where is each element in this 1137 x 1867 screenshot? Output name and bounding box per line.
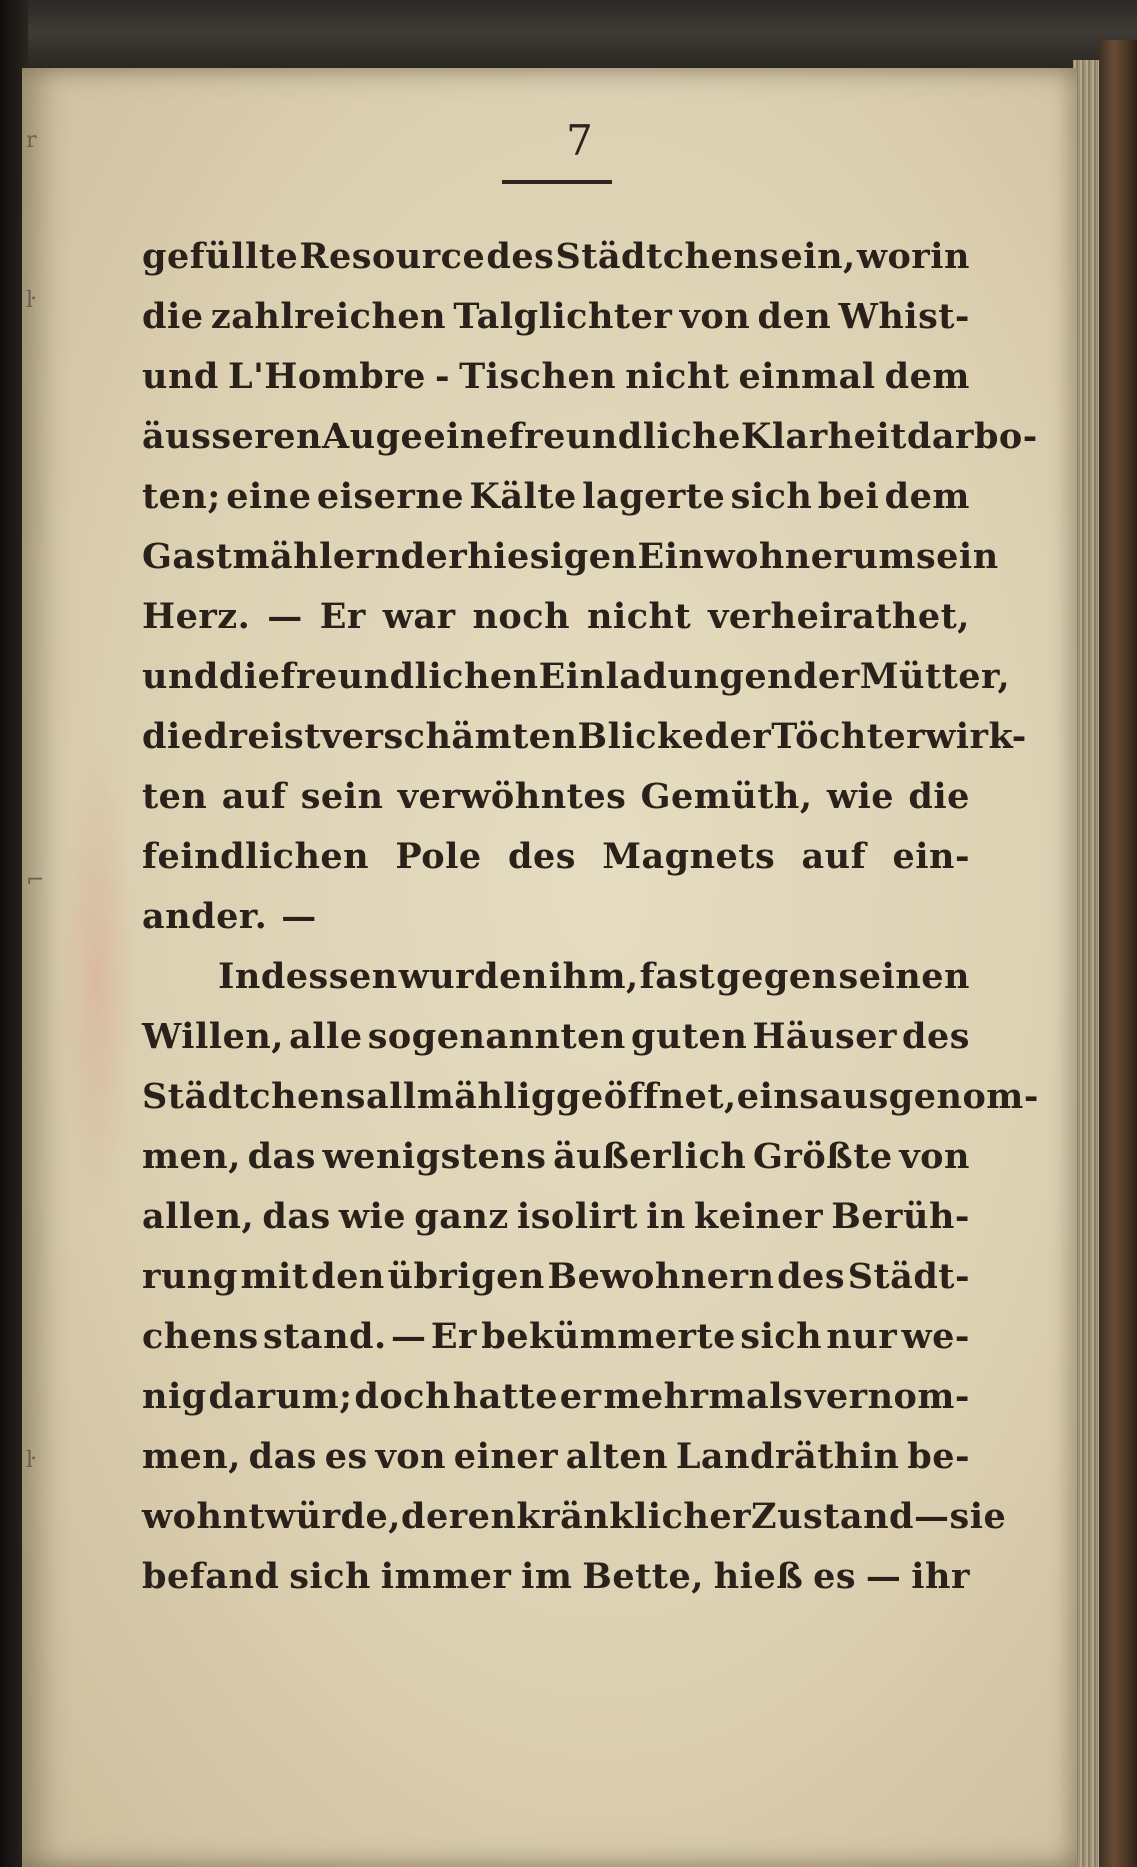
page-stain — [62, 748, 132, 1208]
book-cover-edge — [1099, 40, 1137, 1867]
word: Häuser — [752, 1016, 897, 1057]
word: mit — [240, 1256, 309, 1297]
word: worin — [856, 236, 970, 277]
word: Mütter, — [859, 656, 1011, 697]
text-line — [142, 476, 970, 536]
word: war — [382, 596, 456, 637]
text-line — [142, 1016, 970, 1076]
body-text — [142, 236, 1039, 1616]
word: chens — [142, 1316, 259, 1357]
word: guten — [630, 1016, 748, 1057]
word: auf — [221, 776, 287, 817]
word: verheirathet, — [708, 596, 970, 637]
word: nicht — [586, 596, 692, 637]
word: Pole — [395, 836, 482, 877]
text-line — [142, 1136, 970, 1196]
word: und — [142, 356, 219, 397]
word: lagerte — [582, 476, 726, 517]
word: wohnt — [142, 1496, 266, 1537]
word: wurden — [398, 956, 548, 997]
word: — — [914, 1496, 950, 1537]
word: gefüllte — [142, 236, 299, 277]
text-line — [142, 716, 1027, 776]
word: die — [218, 656, 281, 697]
word: von — [679, 296, 751, 337]
header-rule — [502, 180, 612, 184]
text-line — [142, 1436, 970, 1496]
word: noch — [472, 596, 571, 637]
word: Städtchens — [142, 1076, 366, 1117]
word: sich — [289, 1556, 371, 1597]
word: - — [435, 356, 451, 397]
word: Er — [319, 596, 366, 637]
word: Blicke — [577, 716, 705, 757]
word: mehrmals — [603, 1376, 804, 1417]
text-line — [142, 356, 970, 416]
word: um — [852, 536, 916, 577]
word: kränklicher — [516, 1496, 752, 1537]
word: den — [311, 1256, 385, 1297]
text-line — [142, 1556, 970, 1616]
word: ten; — [142, 476, 221, 517]
word: nig — [142, 1376, 207, 1417]
word: Berüh- — [831, 1196, 970, 1237]
word: die — [142, 296, 204, 337]
gutter-mark: ⌐ — [26, 868, 45, 893]
text-line — [142, 656, 1011, 716]
word: men, — [142, 1136, 241, 1177]
word: ein- — [892, 836, 970, 877]
page-number: 7 — [566, 116, 593, 165]
word: deren — [401, 1496, 517, 1537]
word: er — [559, 1376, 602, 1417]
word: und — [142, 656, 219, 697]
word: auf — [801, 836, 867, 877]
word: L'Hombre — [227, 356, 426, 397]
gutter-mark: ŀ — [26, 1448, 34, 1473]
text-line — [142, 836, 970, 896]
word: freundlichen — [280, 656, 539, 697]
word: Töchter — [771, 716, 926, 757]
word: wenigstens — [322, 1136, 547, 1177]
word: wirk- — [925, 716, 1027, 757]
gutter-mark: r — [26, 128, 37, 153]
word: Talglichter — [453, 296, 673, 337]
text-line — [142, 416, 1038, 476]
word: den — [757, 296, 832, 337]
word: einer — [453, 1436, 559, 1477]
word: Städt- — [847, 1256, 970, 1297]
text-line — [142, 776, 970, 836]
word: von — [375, 1436, 447, 1477]
word: ein, — [780, 236, 856, 277]
word: des — [777, 1256, 846, 1297]
word: Städtchens — [555, 236, 780, 277]
word: sich — [730, 476, 813, 517]
text-line — [142, 1196, 970, 1256]
word: Einwohner — [637, 536, 853, 577]
word: nicht — [625, 356, 730, 397]
word: Bette, — [582, 1556, 704, 1597]
word: rung — [142, 1256, 238, 1297]
word: Gastmählern — [142, 536, 401, 577]
word: es — [324, 1436, 368, 1477]
word: der — [793, 656, 860, 697]
word: Zustand — [751, 1496, 914, 1537]
word: Herz. — [142, 596, 251, 637]
word: sie — [949, 1496, 1007, 1537]
word: wie — [338, 1196, 407, 1237]
word: doch — [354, 1376, 451, 1417]
gutter-mark: ŀ — [26, 288, 34, 313]
word: der — [704, 716, 772, 757]
word: alten — [565, 1436, 669, 1477]
word: Tischen — [459, 356, 617, 397]
word: einmal — [738, 356, 876, 397]
word: das — [262, 1196, 331, 1237]
word: sein — [915, 536, 999, 577]
word: verschämten — [320, 716, 578, 757]
word: eine — [226, 476, 312, 517]
word: ausgenom- — [819, 1076, 1039, 1117]
word: darbo- — [906, 416, 1038, 457]
word: dreist — [203, 716, 321, 757]
word: eiserne — [316, 476, 465, 517]
word: hieß — [713, 1556, 804, 1597]
word: — — [281, 896, 317, 937]
word: sogenannten — [367, 1016, 626, 1057]
word: die — [908, 776, 970, 817]
word: der — [400, 536, 468, 577]
word: we- — [901, 1316, 970, 1357]
word: ganz — [414, 1196, 509, 1237]
word: ihm, — [548, 956, 639, 997]
word: isolirt — [516, 1196, 638, 1237]
word: alle — [289, 1016, 363, 1057]
word: Willen, — [142, 1016, 284, 1057]
word: eine — [423, 416, 509, 457]
word: im — [521, 1556, 573, 1597]
word: sein — [300, 776, 384, 817]
word: nur — [826, 1316, 898, 1357]
word: befand — [142, 1556, 280, 1597]
word: von — [899, 1136, 970, 1177]
word: allen, — [142, 1196, 255, 1237]
text-line — [142, 896, 970, 956]
word: Magnets — [602, 836, 776, 877]
word: Klarheit — [740, 416, 907, 457]
word: des — [507, 836, 576, 877]
word: in — [646, 1196, 686, 1237]
book-page — [22, 68, 1077, 1867]
word: sich — [740, 1316, 823, 1357]
text-line — [142, 1076, 1039, 1136]
word: Indessen — [218, 956, 398, 997]
text-line — [142, 596, 970, 656]
word: verwöhntes — [397, 776, 627, 817]
word: be- — [907, 1436, 970, 1477]
text-line — [142, 1376, 970, 1436]
word: geöffnet, — [555, 1076, 737, 1117]
word: des — [902, 1016, 970, 1057]
word: ander. — [142, 896, 268, 937]
word: äusseren — [142, 416, 322, 457]
word: Landräthin — [675, 1436, 900, 1477]
word: Kälte — [469, 476, 577, 517]
word: vernom- — [805, 1376, 970, 1417]
word: darum; — [208, 1376, 353, 1417]
word: übrigen — [387, 1256, 545, 1297]
word: äußerlich — [553, 1136, 747, 1177]
word: es — [813, 1556, 857, 1597]
word: ihr — [911, 1556, 970, 1597]
word: allmählig — [365, 1076, 556, 1117]
word: dem — [884, 476, 970, 517]
text-line-paragraph-start — [142, 956, 970, 1016]
word: Er — [430, 1316, 477, 1357]
text-line — [142, 1496, 1007, 1556]
word: men, — [142, 1436, 241, 1477]
word: bekümmerte — [481, 1316, 736, 1357]
word: immer — [380, 1556, 512, 1597]
word: Bewohnern — [547, 1256, 775, 1297]
word: stand. — [263, 1316, 387, 1357]
word: zahlreichen — [210, 296, 447, 337]
word: Resource — [299, 236, 486, 277]
word: des — [486, 236, 555, 277]
word: Einladungen — [538, 656, 794, 697]
word: eins — [736, 1076, 820, 1117]
word: bei — [817, 476, 880, 517]
word: — — [391, 1316, 427, 1357]
word: wie — [826, 776, 895, 817]
text-line — [142, 536, 999, 596]
word: das — [247, 1136, 316, 1177]
word: dem — [884, 356, 970, 397]
word: feindlichen — [142, 836, 370, 877]
word: fast — [639, 956, 716, 997]
word: hiesigen — [467, 536, 638, 577]
word: Whist- — [838, 296, 970, 337]
word: Gemüth, — [640, 776, 813, 817]
word: freundliche — [508, 416, 741, 457]
word: ten — [142, 776, 208, 817]
book-binding-top — [0, 0, 1137, 70]
text-line — [142, 296, 970, 356]
word: Größte — [752, 1136, 893, 1177]
word: seinen — [838, 956, 970, 997]
word: — — [865, 1556, 902, 1597]
word: das — [248, 1436, 318, 1477]
word: gegen — [716, 956, 838, 997]
word: hatte — [452, 1376, 558, 1417]
word: würde, — [265, 1496, 401, 1537]
word: — — [267, 596, 303, 637]
text-line — [142, 1316, 970, 1376]
word: keiner — [694, 1196, 824, 1237]
text-line — [142, 1256, 970, 1316]
word: Auge — [321, 416, 424, 457]
text-line — [142, 236, 970, 296]
word: die — [142, 716, 204, 757]
